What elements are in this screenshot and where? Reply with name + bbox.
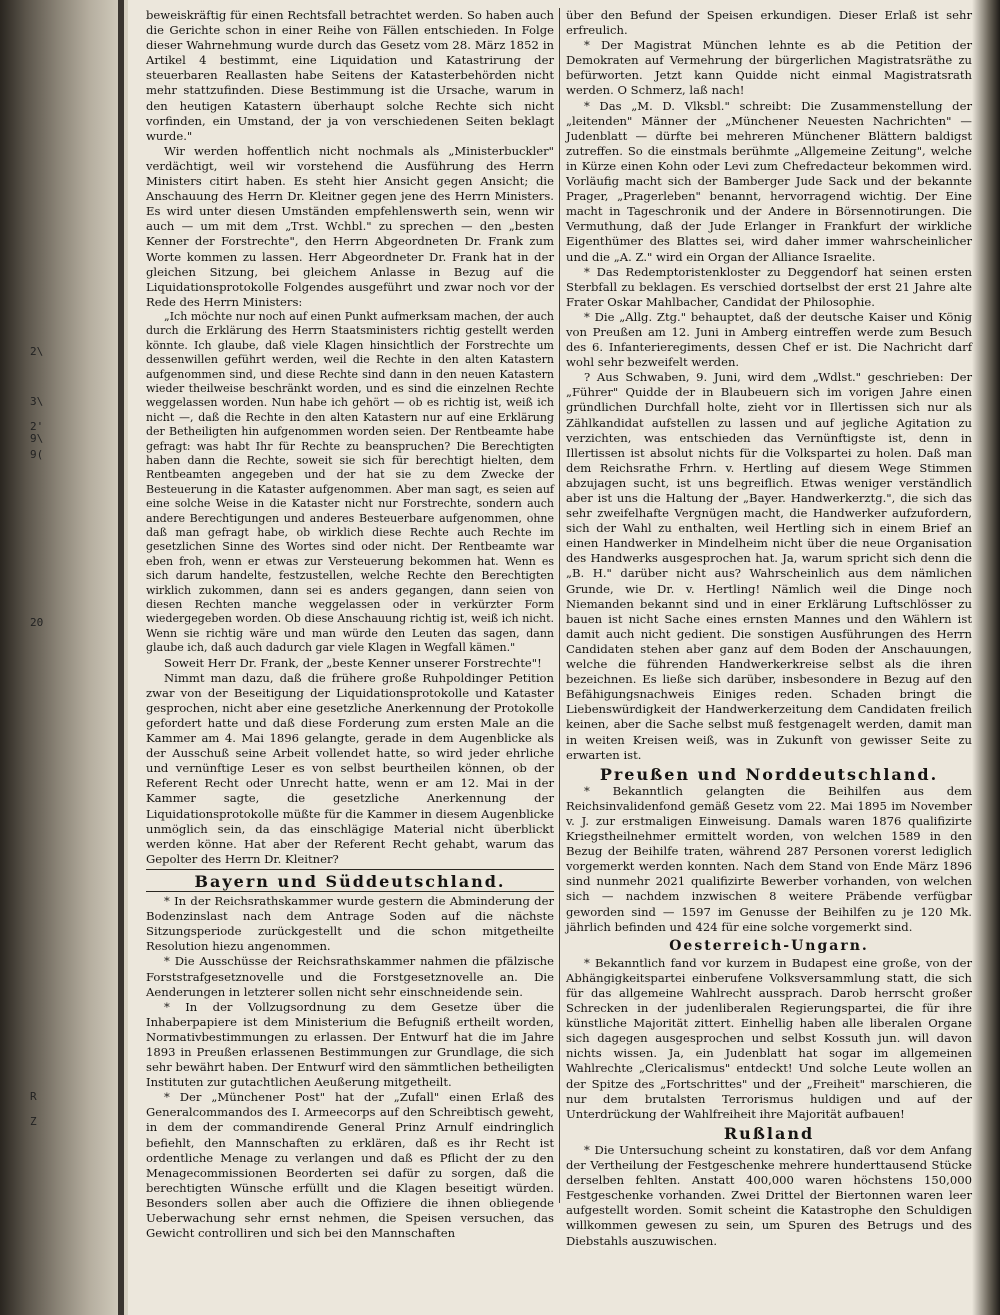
- news-item: * Die Untersuchung scheint zu konstatiren, daß vor dem Anfang der Vertheilung der Festgeschenke mehrere hunderttausend Stücke derselben fehlten. Anstatt 400,000 waren höchstens 150,000 Festgeschenke vorhanden. Zwei Drittel der Biertonnen waren leer aufgestellt worden. Somit scheint die Katastrophe den Schuldigen willkommen gewesen zu sein, um Spuren des Betrugs und des Diebstahls auszuwischen.: [566, 1142, 972, 1248]
- section-rule: [146, 891, 554, 892]
- news-item: * Das Redemptoristenkloster zu Deggendorf hat seinen ersten Sterbfall zu beklagen. Es verschied dortselbst der erst 21 Jahre alte Frater Oskar Mahlbacher, Candidat der Philosophie.: [566, 264, 972, 309]
- article-paragraph: beweiskräftig für einen Rechtsfall betrachtet werden. So haben auch die Gerichte schon in einer Reihe von Fällen entschieden. In Folge dieser Wahrnehmung wurde durch das Gesetz vom 28. März 1852 in Artikel 4 bestimmt, eine Liquidation und Katastrirung der steuerbaren Reallasten habe Seitens der Katasterbehörden nicht mehr stattzufinden. Diese Bestimmung ist die Ursache, warum in den heutigen Katastern überhaupt solche Rechte sich nicht vorfinden, ein Umstand, der ja von verschiedenen Seiten beklagt wurde.": [146, 8, 554, 143]
- news-item: * Bekanntlich fand vor kurzem in Budapest eine große, von der Abhängigkeitspartei einberufene Volksversammlung statt, die sich für das allgemeine Wahlrecht aussprach. Darob herrscht großer Schrecken in der judenliberalen Regierungspartei, die für ihre künstliche Majorität zittert. Einhellig haben alle liberalen Organe sich dagegen ausgesprochen und selbst Kossuth jun. will davon nichts wissen. Ja, ein Judenblatt hat sogar im allgemeinen Wahlrechte „Clericalismus" entdeckt! Und solche Leute wollen an der Spitze des „Fortschrittes" und der „Freiheit" marschieren, die nur dem brutalsten Terrorismus huldigen und auf der Unterdrückung der Wahlfreiheit ihre Majorität aufbauen!: [566, 955, 972, 1121]
- news-item: * Die Ausschüsse der Reichsrathskammer nahmen die pfälzische Forststrafgesetznovelle und die Forstgesetznovelle an. Die Aenderungen in letzterer sollen nicht sehr einschneidende sein.: [146, 954, 554, 999]
- margin-mark: 2\: [30, 345, 44, 358]
- section-heading: Oesterreich-Ungarn.: [669, 937, 869, 954]
- section-heading: Preußen und Norddeutschland.: [599, 764, 939, 784]
- news-item: * Das „M. D. Vlksbl." schreibt: Die Zusammenstellung der „leitenden" Männer der „Münchener Neuesten Nachrichten" — Judenblatt — dürfte bei mehreren Münchener Blättern baldigst zutreffen. So die einstmals berühmte „Allgemeine Zeitung", welche in Kürze einen Kohn oder Levi zum Chefredacteur bekommen wird. Vorläufig macht sich der Bamberger Jude Sack und der bekannte Prager, „Pragerleben" benannt, hervorragend wichtig. Der Eine macht in Tageschronik und der Andere in Börsennotirungen. Die Vermuthung, daß der Jude Erlanger in Frankfurt der wirkliche Eigenthümer des Blattes sei, wird daher immer wahrscheinlicher und die „A. Z." wird ein Organ der Alliance Israelite.: [566, 98, 972, 264]
- binding-strip: [118, 0, 124, 1315]
- news-item: * Bekanntlich gelangten die Beihilfen aus dem Reichsinvalidenfond gemäß Gesetz vom 22. Mai 1895 im November v. J. zur erstmaligen Einweisung. Damals waren 1876 qualifizirte Kriegstheilnehmer ermittelt worden, von welchen 1589 in den Bezug der Beihilfe traten, während 287 Personen vorerst lediglich vorgemerkt werden konnten. Nach dem Stand von Ende März 1896 sind nunmehr 2021 qualifizirte Bewerber vorhanden, von welchen sich — nachdem inzwischen 8 weitere Präbende verfügbar geworden sind — 1597 im Genusse der Beihilfen zu je 120 Mk. jährlich befinden und 424 für eine solche vorgemerkt sind.: [566, 783, 972, 934]
- margin-mark: 9(: [30, 448, 44, 461]
- article-paragraph: Soweit Herr Dr. Frank, der „beste Kenner unserer Forstrechte"!: [164, 655, 542, 670]
- book-binding: [0, 0, 128, 1315]
- quoted-speech: „Ich möchte nur noch auf einen Punkt aufmerksam machen, der auch durch die Erklärung des Herrn Staatsministers richtig gestellt werden könnte. Ich glaube, daß viele Klagen hinsichtlich der Forstrechte um dessenwillen geführt werden, weil die Rechte in den alten Katastern aufgenommen sind, und diese Rechte sind dann in den neuen Katastern wieder theilweise beschränkt worden, und es sind die einzelnen Rechte weggelassen worden. Nun habe ich gehört — ob es richtig ist, weiß ich nicht —, daß die Rechte in den alten Katastern nur auf eine Erklärung der Betheiligten hin aufgenommen worden seien. Der Rentbeamte habe gefragt: was habt Ihr für Rechte zu beanspruchen? Die Berechtigten haben dann die Rechte, soweit sie sich für berechtigt hielten, dem Rentbeamten angegeben und der hat sie zu dem Zwecke der Besteuerung in die Kataster aufgenommen. Aber man sagt, es seien auf eine solche Weise in die Kataster nicht nur Forstrechte, sondern auch andere Berechtigungen und anderes Besteuerbare aufgenommen, ohne daß man gefragt habe, ob wirklich diese Rechte auch Rechte im gesetzlichen Sinne des Wortes sind oder nicht. Der Rentbeamte war eben froh, wenn er etwas zur Versteuerung bekommen hat. Wenn es sich darum handelte, festzustellen, welche Rechte den Berechtigten wirklich zukommen, dann sei es anders gegangen, dann seien von diesen Rechten manche weggelassen oder in verkürzter Form wiedergegeben worden. Ob diese Anschauung richtig ist, weiß ich nicht. Wenn sie richtig wäre und man würde den Leuten das sagen, dann glaube ich, daß auch dadurch gar viele Klagen in Wegfall kämen.": [146, 309, 554, 655]
- margin-mark: 20: [30, 616, 44, 629]
- article-paragraph: Nimmt man dazu, daß die frühere große Ruhpoldinger Petition zwar von der Beseitigung der Liquidationsprotokolle und Kataster gesprochen, nicht aber eine gesetzliche Anerkennung der Protokolle gefordert hatte und daß diese Forderung zum ersten Male an die Kammer am 4. Mai 1896 gelangte, gerade in dem Augenblicke als der Ausschuß seine Arbeit vollendet hatte, so wird jeder ehrliche und vernünftige Leser es von selbst beurtheilen können, ob der Referent Recht oder Unrecht hatte, wenn er am 12. Mai in der Kammer sagte, die gesetzliche Anerkennung der Liquidationsprotokolle müßte für die Kammer in diesem Augenblicke unmöglich sein, da das einschlägige Material nicht überblickt werden könne. Hat aber der Referent Recht gehabt, warum das Gepolter des Herrn Dr. Kleitner?: [146, 670, 554, 866]
- section-rule: [146, 869, 554, 870]
- news-item: * In der Vollzugsordnung zu dem Gesetze über die Inhaberpapiere ist dem Ministerium die Befugniß ertheilt worden, Normativbestimmungen zu erlassen. Der Entwurf hat die im Jahre 1893 in Preußen erlassenen Bestimmungen zur Grundlage, die sich sehr bewährt haben. Der Entwurf wird den sämmtlichen betheiligten Instituten zur gutachtlichen Aeußerung mitgetheilt.: [146, 999, 554, 1090]
- news-item: ? Aus Schwaben, 9. Juni, wird dem „Wdlst." geschrieben: Der „Führer" Quidde der in Blaubeuern sich im vorigen Jahre einen gründlichen Durchfall holte, zieht vor in Illertissen sich nur als Zählkandidat aufstellen zu lassen und auf jegliche Agitation zu verzichten, was entschieden das Vernünftigste ist, denn in Illertissen ist absolut nichts für die Volkspartei zu holen. Daß man dem Reichsrathe Frhrn. v. Hertling auf diesem Wege Stimmen abzujagen sucht, ist uns begreiflich. Etwas weniger verständlich aber ist uns die Haltung der „Bayer. Handwerkerztg.", die sich das sehr zweifelhafte Vergnügen macht, die Handwerker aufzufordern, sich der Wahl zu enthalten, weil Hertling sich in einem Brief an einen Handwerker in Mindelheim nicht über die neue Organisation des Handwerks ausgesprochen hat. Ja, warum spricht sich denn die „B. H." darüber nicht aus? Wahrscheinlich aus dem nämlichen Grunde, wie Dr. v. Hertling! Nämlich weil die Dinge noch Niemanden bekannt sind und in einer Erklärung Luftschlösser zu bauen ist nicht Sache eines ernsten Mannes und den Wählern ist damit auch nicht gedient. Die sonstigen Ausführungen des Herrn Candidaten stehen aber ganz auf dem Boden der Anschauungen, welche die führenden Handwerkerkreise selbst als die ihren bezeichnen. Es ließe sich darüber, insbesondere in Bezug auf den Befähigungsnachweis Einiges reden. Schaden bringt die Liebenswürdigkeit der Handwerkerzeitung dem Candidaten freilich keinen, aber die Sache selbst muß festgenagelt werden, damit man in weiten Kreisen weiß, was in Zukunft von gewisser Seite zu erwarten ist.: [566, 370, 972, 762]
- margin-mark: 9\: [30, 432, 44, 445]
- page-edge-shadow: [972, 0, 1000, 1315]
- margin-mark: R: [30, 1090, 37, 1103]
- margin-mark: Z: [30, 1115, 37, 1128]
- section-heading: Bayern und Süddeutschland.: [194, 871, 506, 891]
- section-heading: Rußland: [723, 1123, 815, 1143]
- news-item: * Die „Allg. Ztg." behauptet, daß der deutsche Kaiser und König von Preußen am 12. Juni in Amberg eintreffen werde zum Besuch des 6. Infanterieregiments, dessen Chef er ist. Die Nachricht darf wohl sehr bezweifelt werden.: [566, 309, 972, 370]
- left-column: [146, 8, 554, 1241]
- column-divider: [559, 8, 560, 1203]
- margin-mark: 2': [30, 420, 44, 433]
- news-item: * In der Reichsrathskammer wurde gestern die Abminderung der Bodenzinslast nach dem Antrage Soden auf die nächste Sitzungsperiode zurückgestellt und die schon mitgetheilte Resolution hiezu angenommen.: [146, 894, 554, 954]
- news-item: * Der „Münchener Post" hat der „Zufall" einen Erlaß des Generalcommandos des I. Armeecorps auf den Schreibtisch geweht, in dem der commandirende General Prinz Arnulf eindringlich befiehlt, den Mannschaften zu erklären, daß es ihr Recht ist ordentliche Menage zu verlangen und daß es Pflicht der zu den Menagecommissionen Beorderten sei dafür zu sorgen, daß die berechtigten Wünsche erfüllt und die Klagen beseitigt würden. Besonders sollen aber auch die Offiziere die ihnen obliegende Ueberwachung sehr ernst nehmen, die Speisen versuchen, das Gewicht controlliren und sich bei den Mannschaften: [146, 1090, 554, 1241]
- news-item: * Der Magistrat München lehnte es ab die Petition der Demokraten auf Vermehrung der bürgerlichen Magistratsräthe zu befürworten. Jetzt kann Quidde nicht einmal Magistratsrath werden. O Schmerz, laß nach!: [566, 38, 972, 98]
- right-column: [566, 8, 972, 1249]
- news-item: über den Befund der Speisen erkundigen. Dieser Erlaß ist sehr erfreulich.: [566, 8, 972, 38]
- margin-mark: 3\: [30, 395, 44, 408]
- article-paragraph: Wir werden hoffentlich nicht nochmals als „Ministerbuckler" verdächtigt, weil wir vorstehend die Ausführung des Herrn Ministers citirt haben. Es steht hier Ansicht gegen Ansicht; die Anschauung des Herrn Dr. Kleitner gegen jene des Herrn Ministers. Es wird unter diesen Umständen empfehlenswerth sein, wenn wir auch — um mit dem „Trst. Wchbl." zu sprechen — den „besten Kenner der Forstrechte", den Herrn Abgeordneten Dr. Frank zum Worte kommen zu lassen. Herr Abgeordneter Dr. Frank hat in der gleichen Sitzung, bei gleichem Anlasse in Bezug auf die Liquidationsprotokolle Folgendes ausgeführt und zwar noch vor der Rede des Herrn Ministers:: [146, 143, 554, 309]
